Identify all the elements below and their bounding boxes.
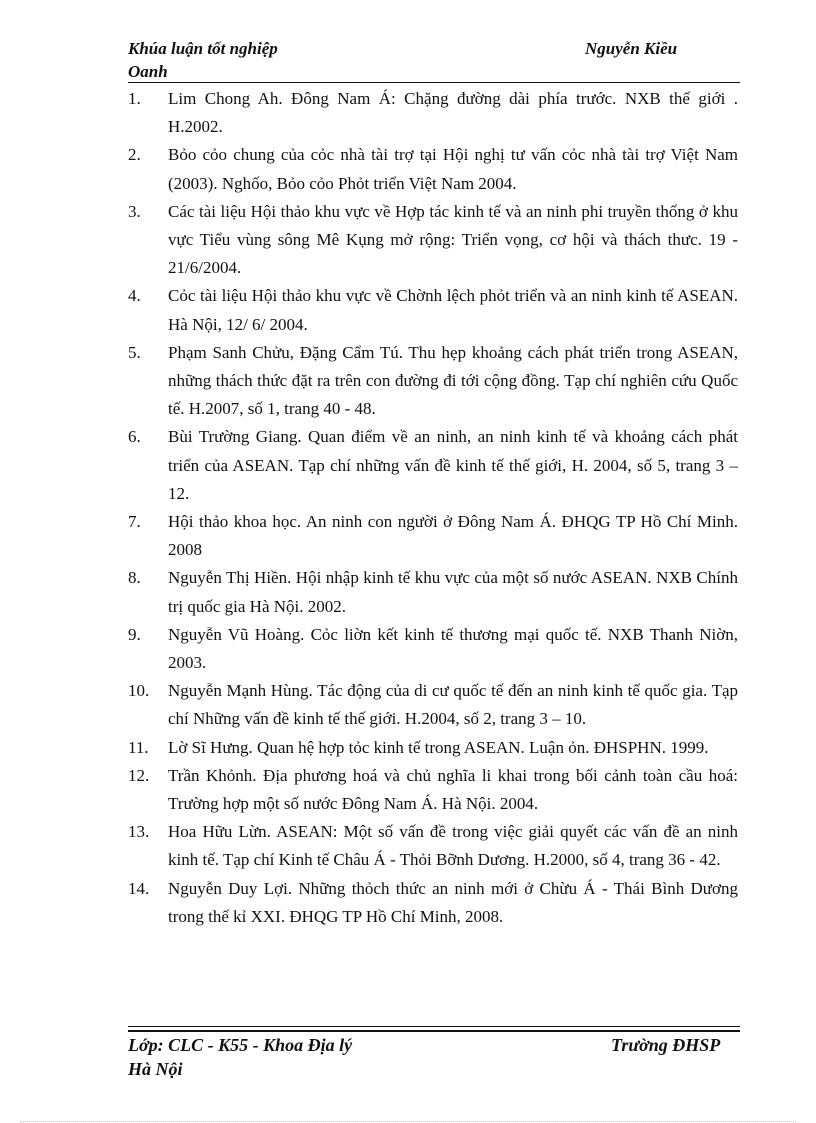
reference-item [128,339,738,424]
reference-item [128,677,738,733]
reference-item [128,621,738,677]
header-author-name-cont: Oanh [128,62,168,81]
reference-text: Hội thảo khoa học. An ninh con người ở Đông Nam Á. ĐHQG TP Hồ Chí Minh. 2008 [168,512,738,560]
reference-text: Bỏo cỏo chung của cỏc nhà tài trợ tại Hội nghị tư vấn cỏc nhà tài trợ Việt Nam (2003). Nghốo, Bỏo cỏo Phỏt triển Việt Nam 2004. [168,145,738,193]
reference-text: Hoa Hữu Lừn. ASEAN: Một số vấn đề trong việc giải quyết các vấn đề an ninh kinh tế. Tạp chí Kinh tế Châu Á - Thỏi Bỡnh Dương. H.2000, số 4, trang 36 - 42. [168,822,738,870]
footer-class-info: Lớp: CLC - K55 - Khoa Địa lý [128,1035,353,1055]
reference-number: 12. [128,765,150,785]
reference-text: Nguyễn Vũ Hoàng. Cỏc liờn kết kinh tế thương mại quốc tế. NXB Thanh Niờn, 2003. [168,624,738,673]
reference-text: Các tài liệu Hội thảo khu vực về Hợp tác kinh tế và an ninh phi truyền thống ở khu vực Tiểu vùng sông Mê Kụng mở rộng: Triển vọng, cơ hội và thách thưc. 19 - 21/6/2004. [168,201,738,278]
reference-item [128,564,738,620]
reference-item [128,423,738,508]
footer-divider-thick [128,1030,740,1032]
reference-number: 10. [128,681,150,701]
reference-text: Nguyễn Duy Lợi. Những thỏch thức an ninh mới ở Chừu Á - Thái Bình Dương trong thế kỉ XXI. ĐHQG TP Hồ Chí Minh, 2008. [168,878,738,926]
header-divider [128,82,740,83]
reference-number: 5. [128,342,141,362]
reference-text: Phạm Sanh Chửu, Đặng Cẩm Tú. Thu hẹp khoảng cách phát triển trong ASEAN, những thách thức đặt ra trên con đường đi tới cộng đồng. Tạp chí nghiên cứu Quốc tế. H.2007, số 1, trang 40 - 48. [168,342,738,419]
reference-item [128,141,738,197]
reference-number: 9. [128,624,141,644]
reference-item [128,198,738,283]
page-bottom-edge [20,1121,796,1122]
reference-item [128,282,738,338]
reference-text: Bùi Trường Giang. Quan điểm về an ninh, an ninh kinh tế và khoảng cách phát triển của ASEAN. Tạp chí những vấn đề kinh tế thế giới, H. 2004, số 5, trang 3 – 12. [168,427,738,503]
reference-item [128,875,738,931]
reference-number: 1. [128,89,141,108]
reference-text: Lim Chong Ah. Đông Nam Á: Chặng đường dài phía trước. NXB thế giới . H.2002. [168,89,738,137]
header-author-name: Nguyễn Kiều [585,39,678,58]
reference-item [128,762,738,818]
reference-item [128,734,738,762]
reference-text: Nguyễn Mạnh Hùng. Tác động của di cư quốc tế đến an ninh kinh tế quốc gia. Tạp chí Những vấn đề kinh tế thế giới. H.2004, số 2, trang 3 – 10. [168,681,738,729]
reference-item [128,818,738,874]
reference-number: 2. [128,145,141,165]
reference-number: 13. [128,822,150,842]
reference-text: Cỏc tài liệu Hội thảo khu vực về Chờnh lệch phỏt triển và an ninh kinh tế ASEAN. Hà Nội, 12/ 6/ 2004. [168,286,738,334]
reference-number: 4. [128,286,141,306]
reference-text: Nguyễn Thị Hiền. Hội nhập kinh tế khu vực của một số nước ASEAN. NXB Chính trị quốc gia Hà Nội. 2002. [168,568,738,616]
reference-number: 6. [128,427,141,447]
footer-university: Trường ĐHSP [611,1035,721,1055]
reference-number: 3. [128,201,141,221]
page-header [128,37,740,83]
reference-text: Trần Khỏnh. Địa phương hoá và chủ nghĩa li khai trong bối cảnh toàn cầu hoá: Trường hợp một số nước Đông Nam Á. Hà Nội. 2004. [168,765,738,814]
reference-item [128,85,738,141]
reference-number: 14. [128,878,150,898]
reference-number: 11. [128,737,149,757]
footer-university-cont: Hà Nội [128,1059,183,1079]
footer-divider-thin [128,1026,740,1027]
reference-list [128,85,738,931]
header-thesis-title: Khúa luận tốt nghiệp [128,39,278,58]
reference-text: Lờ Sĩ Hưng. Quan hệ hợp tỏc kinh tế trong ASEAN. Luận ỏn. ĐHSPHN. 1999. [168,737,709,757]
reference-number: 7. [128,512,141,532]
reference-number: 8. [128,568,141,588]
reference-item [128,508,738,564]
